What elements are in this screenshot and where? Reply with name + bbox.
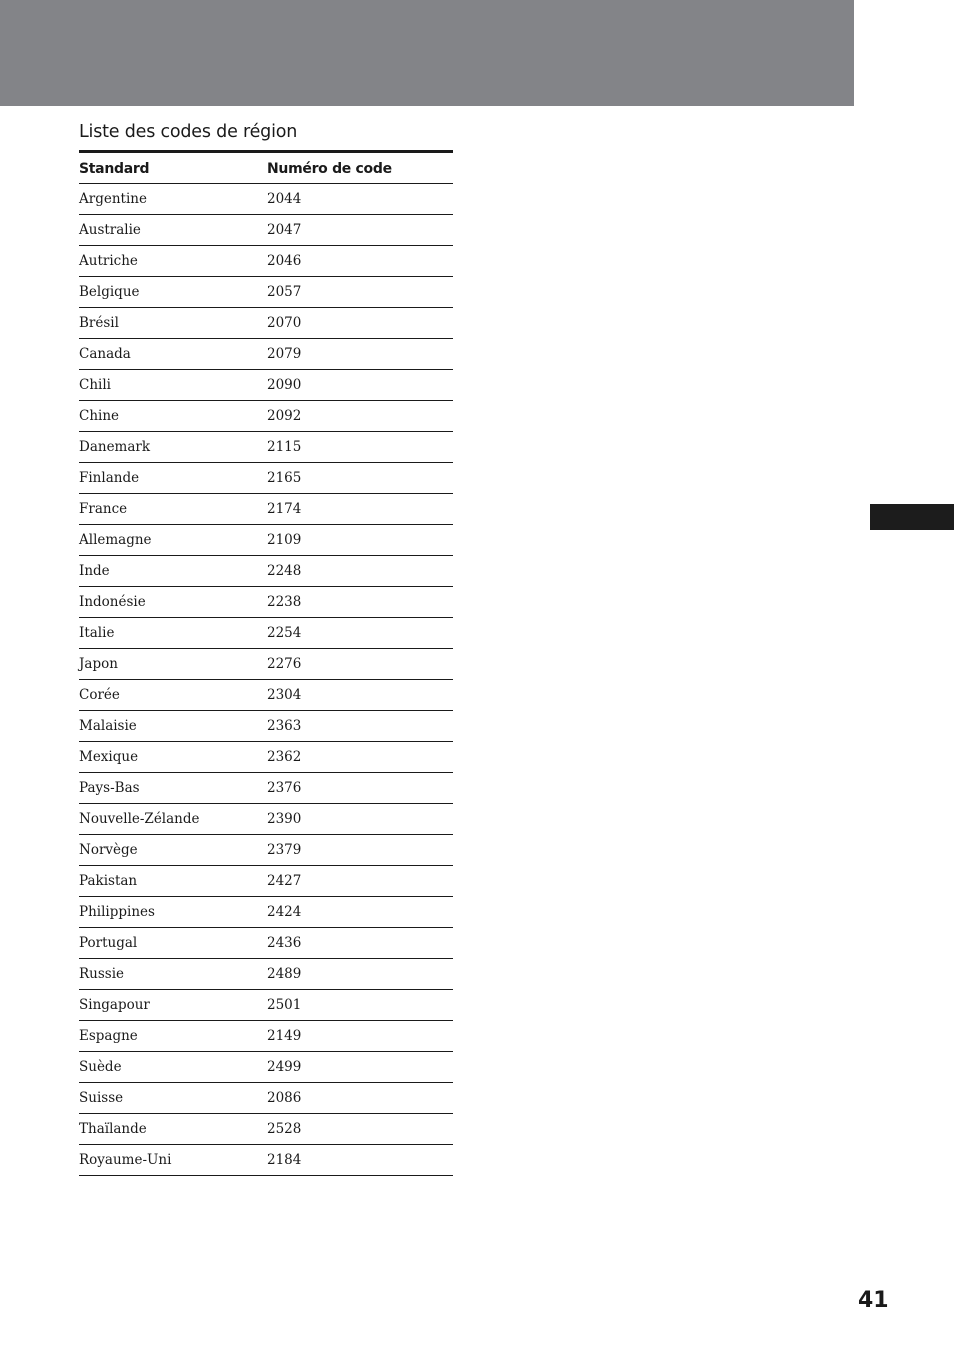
region-name: Autriche: [79, 246, 267, 277]
section-tab-marker: [870, 504, 954, 530]
table-row: [79, 1083, 453, 1114]
table-row: [79, 463, 453, 494]
table-row: [79, 773, 453, 804]
table-row: [79, 494, 453, 525]
region-code-table: [79, 150, 453, 1176]
region-name: Mexique: [79, 742, 267, 773]
section-title: Liste des codes de région: [79, 122, 298, 142]
table-row: [79, 1052, 453, 1083]
region-code: 2499: [267, 1052, 453, 1083]
table-row: [79, 246, 453, 277]
region-name: Allemagne: [79, 525, 267, 556]
table-row: [79, 556, 453, 587]
region-code: 2079: [267, 339, 453, 370]
column-header-code: Numéro de code: [267, 152, 453, 184]
region-code: 2046: [267, 246, 453, 277]
region-name: Suède: [79, 1052, 267, 1083]
table-row: [79, 401, 453, 432]
table-row: [79, 370, 453, 401]
table-row: [79, 835, 453, 866]
table-row: [79, 711, 453, 742]
region-name: Japon: [79, 649, 267, 680]
table-row: [79, 1021, 453, 1052]
table-row: [79, 897, 453, 928]
table-row: [79, 1145, 453, 1176]
table-row: [79, 928, 453, 959]
table-row: [79, 432, 453, 463]
region-name: France: [79, 494, 267, 525]
region-code: 2047: [267, 215, 453, 246]
region-name: Norvège: [79, 835, 267, 866]
table-row: [79, 680, 453, 711]
region-code: 2090: [267, 370, 453, 401]
region-code: 2238: [267, 587, 453, 618]
table-row: [79, 866, 453, 897]
region-name: Italie: [79, 618, 267, 649]
region-code: 2276: [267, 649, 453, 680]
region-code: 2174: [267, 494, 453, 525]
region-code: 2109: [267, 525, 453, 556]
region-name: Malaisie: [79, 711, 267, 742]
region-code: 2248: [267, 556, 453, 587]
region-code: 2092: [267, 401, 453, 432]
region-name: Inde: [79, 556, 267, 587]
region-code: 2379: [267, 835, 453, 866]
region-code: 2362: [267, 742, 453, 773]
table-row: [79, 308, 453, 339]
region-code: 2436: [267, 928, 453, 959]
header-band: [0, 0, 854, 106]
table-row: [79, 649, 453, 680]
table-row: [79, 277, 453, 308]
region-name: Philippines: [79, 897, 267, 928]
region-name: Chili: [79, 370, 267, 401]
region-name: Royaume-Uni: [79, 1145, 267, 1176]
region-code: 2390: [267, 804, 453, 835]
table-row: [79, 959, 453, 990]
column-header-standard: Standard: [79, 152, 267, 184]
table-row: [79, 990, 453, 1021]
region-name: Pakistan: [79, 866, 267, 897]
region-code: 2424: [267, 897, 453, 928]
region-name: Indonésie: [79, 587, 267, 618]
region-name: Danemark: [79, 432, 267, 463]
region-code: 2044: [267, 184, 453, 215]
table-row: [79, 742, 453, 773]
region-code: 2363: [267, 711, 453, 742]
region-code: 2489: [267, 959, 453, 990]
region-name: Brésil: [79, 308, 267, 339]
region-name: Pays-Bas: [79, 773, 267, 804]
table-row: [79, 184, 453, 215]
page-number: 41: [858, 1288, 889, 1313]
table-row: [79, 525, 453, 556]
region-name: Singapour: [79, 990, 267, 1021]
region-code: 2528: [267, 1114, 453, 1145]
region-code: 2184: [267, 1145, 453, 1176]
table-row: [79, 1114, 453, 1145]
region-name: Canada: [79, 339, 267, 370]
region-code: 2501: [267, 990, 453, 1021]
region-name: Suisse: [79, 1083, 267, 1114]
region-name: Portugal: [79, 928, 267, 959]
region-name: Finlande: [79, 463, 267, 494]
table-row: [79, 215, 453, 246]
region-code: 2070: [267, 308, 453, 339]
table-body: [79, 184, 453, 1176]
table-row: [79, 587, 453, 618]
table-row: [79, 618, 453, 649]
region-code: 2304: [267, 680, 453, 711]
region-name: Nouvelle-Zélande: [79, 804, 267, 835]
region-name: Argentine: [79, 184, 267, 215]
region-name: Espagne: [79, 1021, 267, 1052]
region-code: 2165: [267, 463, 453, 494]
region-code: 2427: [267, 866, 453, 897]
table-header-row: [79, 152, 453, 184]
region-name: Chine: [79, 401, 267, 432]
region-code: 2086: [267, 1083, 453, 1114]
region-name: Corée: [79, 680, 267, 711]
region-code: 2149: [267, 1021, 453, 1052]
region-name: Thaïlande: [79, 1114, 267, 1145]
region-name: Russie: [79, 959, 267, 990]
region-code: 2376: [267, 773, 453, 804]
region-code: 2057: [267, 277, 453, 308]
region-code: 2254: [267, 618, 453, 649]
table-row: [79, 339, 453, 370]
region-name: Belgique: [79, 277, 267, 308]
region-name: Australie: [79, 215, 267, 246]
table-row: [79, 804, 453, 835]
region-code: 2115: [267, 432, 453, 463]
